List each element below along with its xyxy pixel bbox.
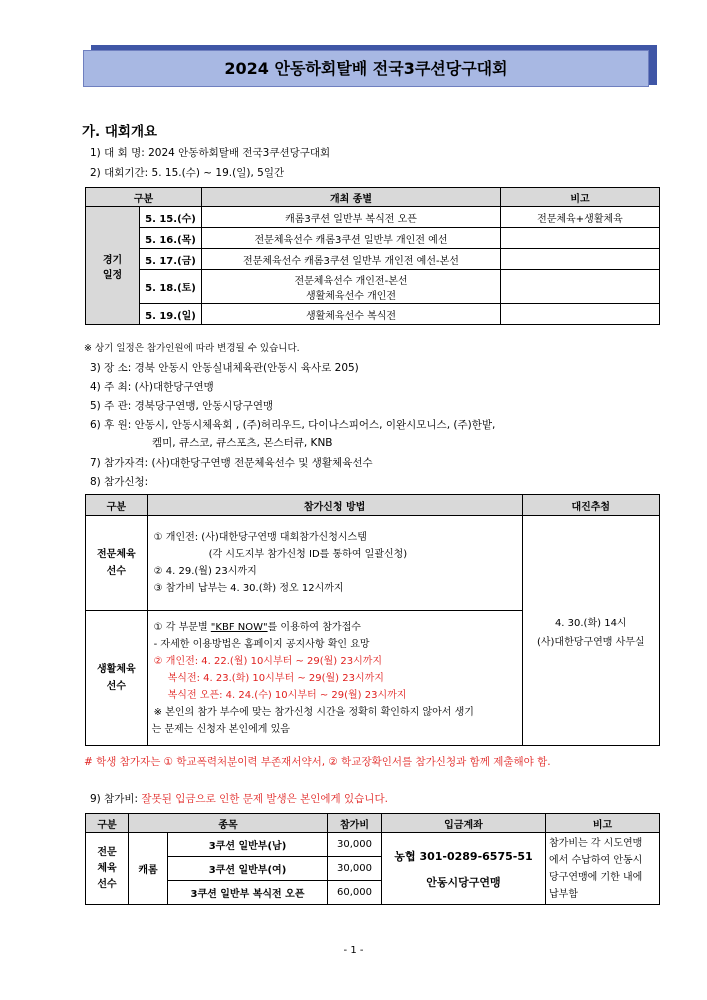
apply-line: ※ 본인의 참가 부수에 맞는 참가신청 시간을 정확히 확인하지 않아서 생기: [153, 706, 474, 718]
table-row: [86, 207, 660, 228]
section-heading: 가. 대회개요: [82, 124, 158, 140]
schedule-note: 전문체육+생활체육: [501, 207, 660, 228]
apply-text: ① 각 부문별: [153, 621, 211, 633]
item-apply-label: 8) 참가신청:: [90, 476, 149, 488]
apply-header-category: 구분: [86, 495, 148, 516]
schedule-event: 생활체육선수 복식전: [202, 304, 501, 325]
fee-item: 3쿠션 일반부(여): [168, 857, 328, 881]
apply-draw-place: (사)대한당구연맹 사무실: [536, 636, 645, 648]
item-sponsor: 6) 후 원: 안동시, 안동시체육회 , (주)허리우드, 다이나스피어스, 이완시모니스, (주)한밭,: [90, 419, 496, 431]
apply-line: - 자세한 이용방법은 홈페이지 공지사항 확인 요망: [153, 638, 370, 650]
fee-amount: 30,000: [328, 833, 382, 857]
schedule-event-line: 생활체육선수 개인전: [305, 290, 397, 302]
item-organizer: 5) 주 관: 경북당구연맹, 안동시당구연맹: [90, 400, 274, 412]
apply-line-red: 복식전: 4. 23.(화) 10시부터 ~ 29(월) 23시까지: [167, 672, 384, 684]
schedule-note: [501, 304, 660, 325]
table-row: [86, 304, 660, 325]
kbf-now-link[interactable]: "KBF NOW": [210, 621, 268, 633]
apply-pro-label: 전문체육 선수: [86, 516, 148, 611]
table-row: [86, 516, 660, 611]
schedule-date: 5. 18.(토): [140, 270, 202, 304]
fee-amount: 30,000: [328, 857, 382, 881]
schedule-header-event: 개최 종별: [202, 188, 501, 207]
schedule-date: 5. 17.(금): [140, 249, 202, 270]
fee-note-line: 에서 수납하여 안동시: [549, 854, 643, 866]
table-row: [86, 228, 660, 249]
schedule-footnote: ※ 상기 일정은 참가인원에 따라 변경될 수 있습니다.: [84, 343, 300, 354]
apply-line: ③ 참가비 납부는 4. 30.(화) 정오 12시까지: [153, 583, 344, 594]
schedule-date: 5. 19.(일): [140, 304, 202, 325]
schedule-note: [501, 228, 660, 249]
apply-line: ② 4. 29.(월) 23시까지: [153, 566, 257, 577]
apply-draw-date: 4. 30.(화) 14시: [554, 617, 627, 629]
schedule-note: [501, 249, 660, 270]
apply-text: 를 이용하여 참가접수: [267, 621, 361, 633]
student-note: # 학생 참가자는 ① 학교폭력처분이력 부존재서약서, ② 학교장확인서를 참가신청과 함께 제출해야 함.: [84, 756, 551, 768]
fee-note: [546, 833, 660, 905]
fee-item: 3쿠션 일반부 복식전 오픈: [168, 881, 328, 905]
fee-label-warning: 잘못된 입금으로 인한 문제 발생은 본인에게 있습니다.: [141, 793, 388, 805]
schedule-header-category: 구분: [86, 188, 202, 207]
title-banner: [83, 45, 657, 87]
fee-header-fee: 참가비: [328, 814, 382, 833]
fee-account-holder: 안동시당구연맹: [426, 875, 501, 889]
fee-group-label: 전문 체육 선수: [86, 833, 129, 905]
fee-category: 캐롬: [129, 833, 168, 905]
apply-header-method: 참가신청 방법: [147, 495, 522, 516]
fee-label-prefix: 9) 참가비:: [90, 793, 142, 805]
apply-line: [152, 619, 520, 636]
fee-header-category: 구분: [86, 814, 129, 833]
fee-note-line: 납부함: [549, 888, 578, 900]
apply-amateur-method: [147, 611, 522, 746]
apply-draw: [522, 516, 659, 746]
fee-note-line: 참가비는 각 시도연맹: [549, 837, 643, 849]
item-name: 1) 대 회 명: 2024 안동하회탈배 전국3쿠션당구대회: [90, 147, 331, 159]
item-period: 2) 대회기간: 5. 15.(수) ~ 19.(일), 5일간: [90, 167, 285, 179]
fee-header-account: 입금계좌: [382, 814, 546, 833]
page-title: 2024 안동하회탈배 전국3쿠션당구대회: [83, 50, 649, 87]
fee-header-item: 종목: [129, 814, 328, 833]
apply-pro-method: [147, 516, 522, 611]
apply-line-red: ② 개인전: 4. 22.(월) 10시부터 ~ 29(월) 23시까지: [153, 655, 383, 667]
schedule-note: [501, 270, 660, 304]
fee-amount: 60,000: [328, 881, 382, 905]
schedule-event: 전문체육선수 캐롬3쿠션 일반부 개인전 예선: [202, 228, 501, 249]
page-number: - 1 -: [343, 945, 364, 956]
table-row: [86, 249, 660, 270]
schedule-table: [85, 187, 660, 325]
schedule-event: 전문체육선수 캐롬3쿠션 일반부 개인전 예선-본선: [202, 249, 501, 270]
fee-note-line: 당구연맹에 기한 내에: [549, 871, 643, 883]
apply-amateur-label: 생활체육 선수: [86, 611, 148, 746]
schedule-date: 5. 16.(목): [140, 228, 202, 249]
schedule-date: 5. 15.(수): [140, 207, 202, 228]
item-eligibility: 7) 참가자격: (사)대한당구연맹 전문체육선수 및 생활체육선수: [90, 457, 373, 469]
fee-account-number: 농협 301-0289-6575-51: [394, 849, 533, 863]
table-row: [86, 833, 660, 857]
apply-header-draw: 대진추첨: [522, 495, 659, 516]
apply-line: ① 개인전: (사)대한당구연맹 대회참가신청시스템: [153, 532, 367, 543]
item-venue: 3) 장 소: 경북 안동시 안동실내체육관(안동시 육사로 205): [90, 362, 359, 374]
table-row: [86, 270, 660, 304]
fee-header-note: 비고: [546, 814, 660, 833]
apply-line: (각 시도지부 참가신청 ID를 통하여 일괄신청): [208, 549, 408, 560]
schedule-event: 캐롬3쿠션 일반부 복식전 오픈: [202, 207, 501, 228]
item-host: 4) 주 최: (사)대한당구연맹: [90, 381, 214, 393]
fee-table: [85, 813, 660, 905]
item-sponsor-cont: 켐미, 큐스코, 큐스포츠, 몬스터큐, KNB: [152, 437, 333, 449]
schedule-group-label: 경기 일정: [86, 207, 140, 325]
schedule-event-line: 전문체육선수 개인전-본선: [294, 275, 408, 287]
schedule-event: [202, 270, 501, 304]
apply-line: 는 문제는 신청자 본인에게 있음: [151, 723, 290, 735]
apply-table: [85, 494, 660, 746]
fee-label: [90, 791, 388, 806]
apply-line-red: 복식전 오픈: 4. 24.(수) 10시부터 ~ 29(월) 23시까지: [167, 689, 407, 701]
fee-account: [382, 833, 546, 905]
schedule-header-note: 비고: [501, 188, 660, 207]
fee-item: 3쿠션 일반부(남): [168, 833, 328, 857]
